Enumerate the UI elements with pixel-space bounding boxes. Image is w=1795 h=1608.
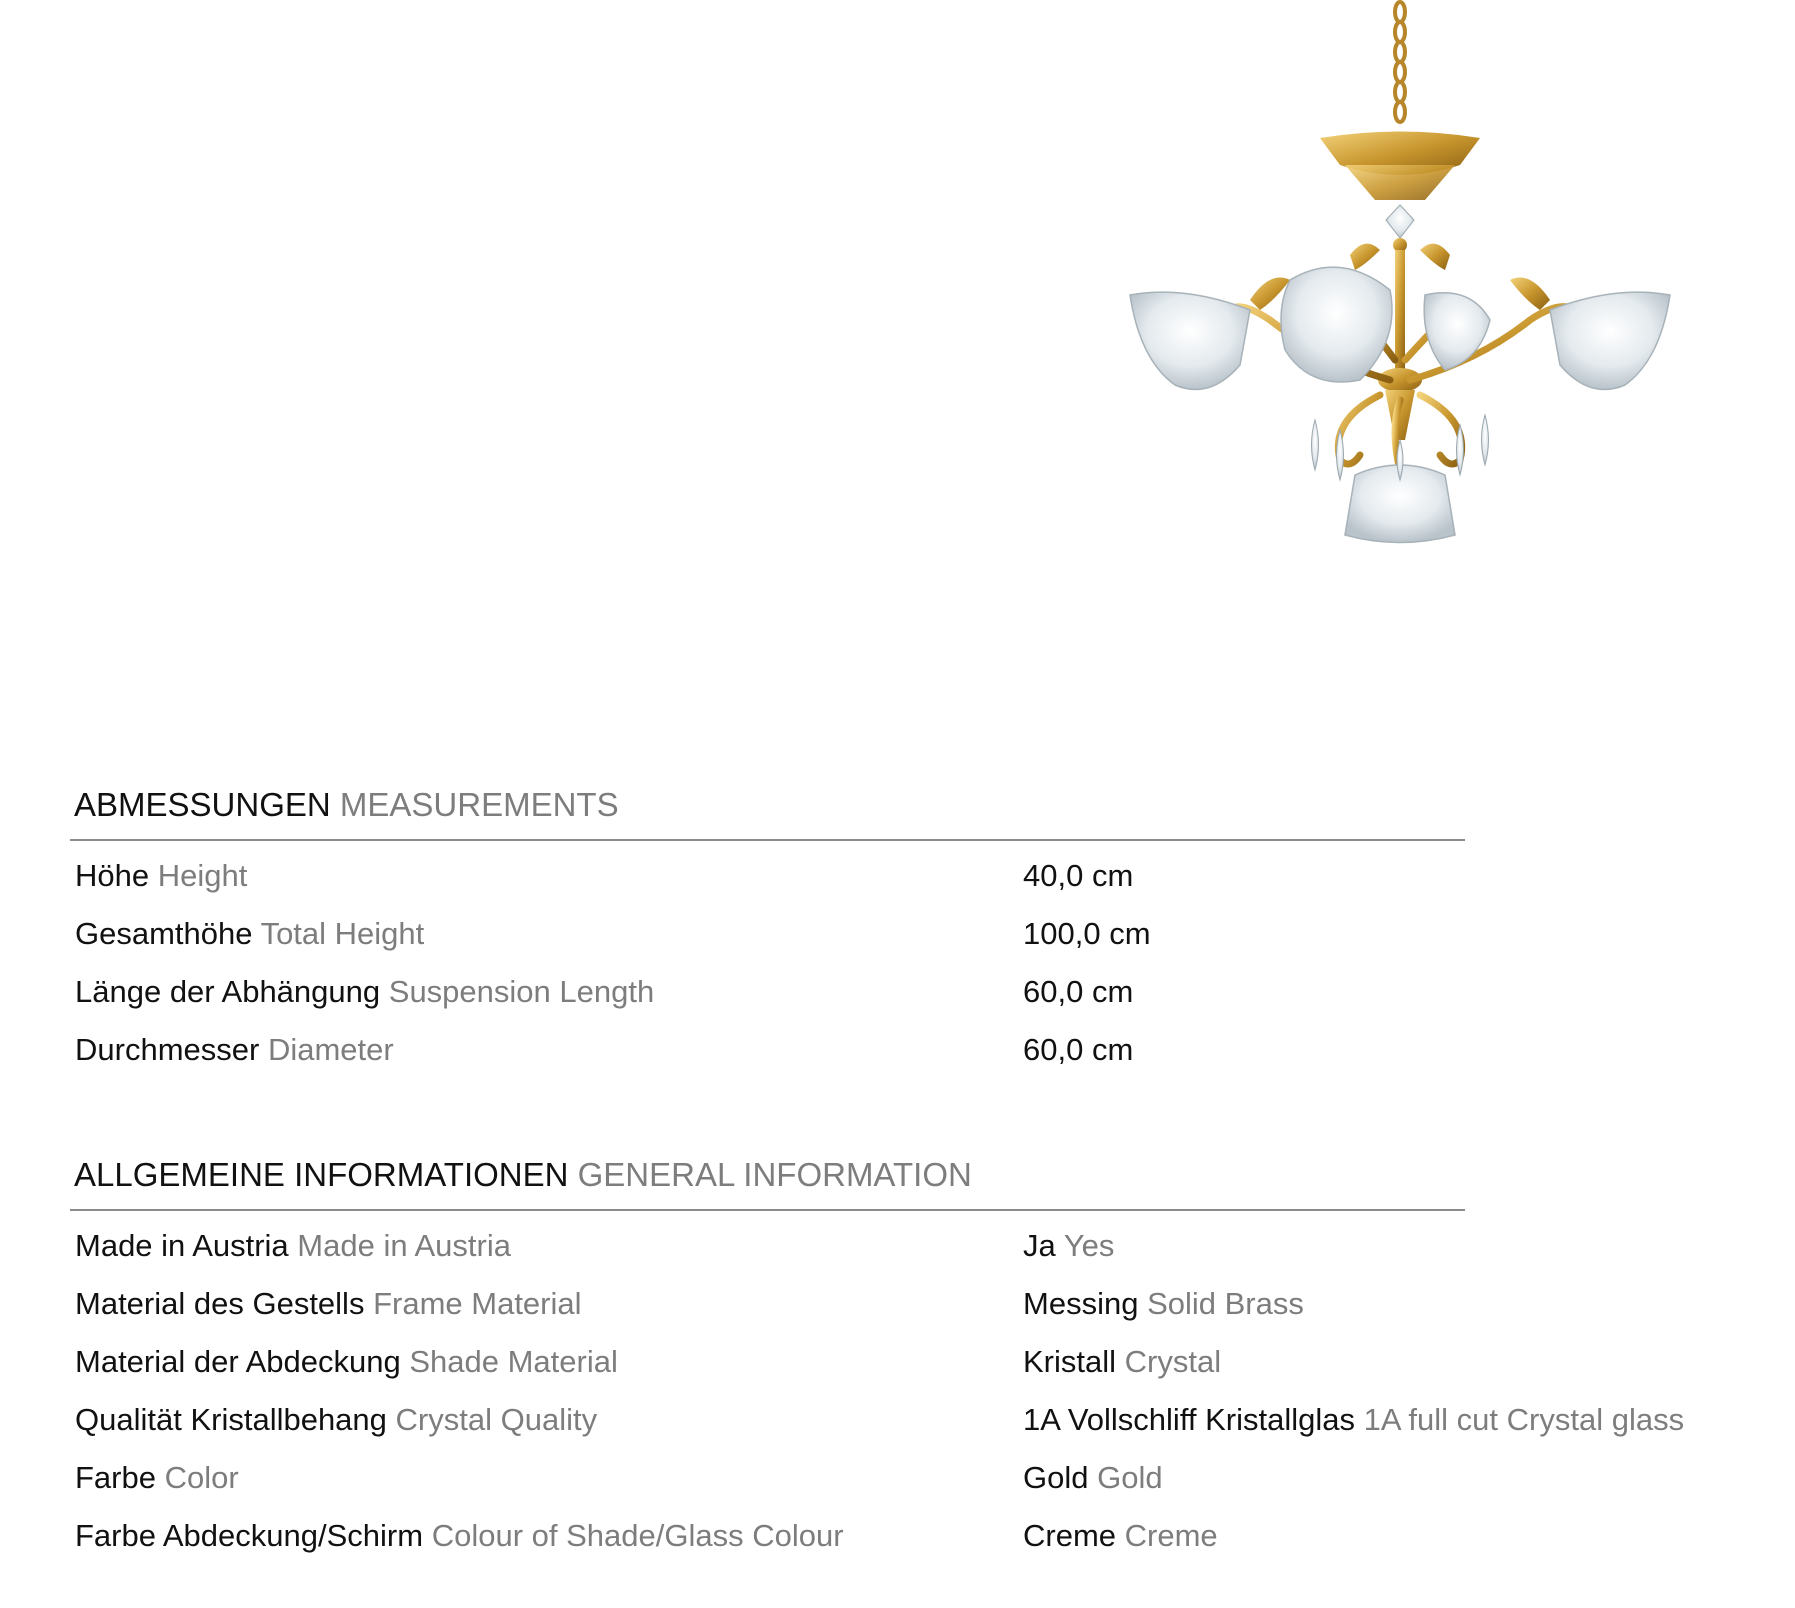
measurements-title: ABMESSUNGEN MEASUREMENTS	[74, 786, 619, 823]
measurements-table	[70, 853, 1465, 1085]
row-label: Gesamthöhe Total Height	[75, 916, 425, 951]
info-row-shade-colour	[70, 1513, 1465, 1571]
measurement-row-total-height	[70, 911, 1465, 969]
row-label: Material der Abdeckung Shade Material	[75, 1344, 618, 1379]
chain	[1395, 2, 1405, 122]
measurement-row-diameter	[70, 1027, 1465, 1085]
measurements-section	[70, 785, 1465, 1085]
row-value: Gold Gold	[1023, 1460, 1163, 1495]
info-row-made-in-austria	[70, 1223, 1465, 1281]
row-label: Farbe Abdeckung/Schirm Colour of Shade/Glass Colour	[75, 1518, 844, 1553]
row-value: 60,0 cm	[1023, 974, 1134, 1009]
general-info-title: ALLGEMEINE INFORMATIONEN GENERAL INFORMATION	[74, 1156, 972, 1193]
info-row-color	[70, 1455, 1465, 1513]
general-info-table	[70, 1223, 1685, 1571]
glass-shade-center-right	[1424, 293, 1490, 370]
row-label: Made in Austria Made in Austria	[75, 1228, 511, 1263]
glass-shade-right	[1550, 292, 1670, 389]
row-value: 100,0 cm	[1023, 916, 1151, 951]
row-value: Creme Creme	[1023, 1518, 1218, 1553]
info-row-frame-material	[70, 1281, 1465, 1339]
chandelier-product-image	[1100, 0, 1700, 550]
row-value: Kristall Crystal	[1023, 1344, 1222, 1379]
row-label: Material des Gestells Frame Material	[75, 1286, 582, 1321]
row-label: Farbe Color	[75, 1460, 239, 1495]
row-label: Höhe Height	[75, 858, 248, 893]
glass-shade-left	[1130, 292, 1250, 389]
row-value: 40,0 cm	[1023, 858, 1134, 893]
general-info-section	[70, 1155, 1685, 1571]
info-row-crystal-quality	[70, 1397, 1685, 1455]
section-divider	[70, 1209, 1465, 1211]
row-value: 1A Vollschliff Kristallglas 1A full cut Crystal glass	[1023, 1402, 1685, 1437]
glass-shade-center-left	[1281, 267, 1392, 382]
measurement-row-height	[70, 853, 1465, 911]
info-row-shade-material	[70, 1339, 1465, 1397]
row-label: Länge der Abhängung Suspension Length	[75, 974, 655, 1009]
row-value: Messing Solid Brass	[1023, 1286, 1304, 1321]
section-divider	[70, 839, 1465, 841]
row-value: Ja Yes	[1023, 1228, 1115, 1263]
row-value: 60,0 cm	[1023, 1032, 1134, 1067]
row-label: Durchmesser Diameter	[75, 1032, 394, 1067]
measurement-row-suspension-length	[70, 969, 1465, 1027]
row-label: Qualität Kristallbehang Crystal Quality	[75, 1402, 598, 1437]
